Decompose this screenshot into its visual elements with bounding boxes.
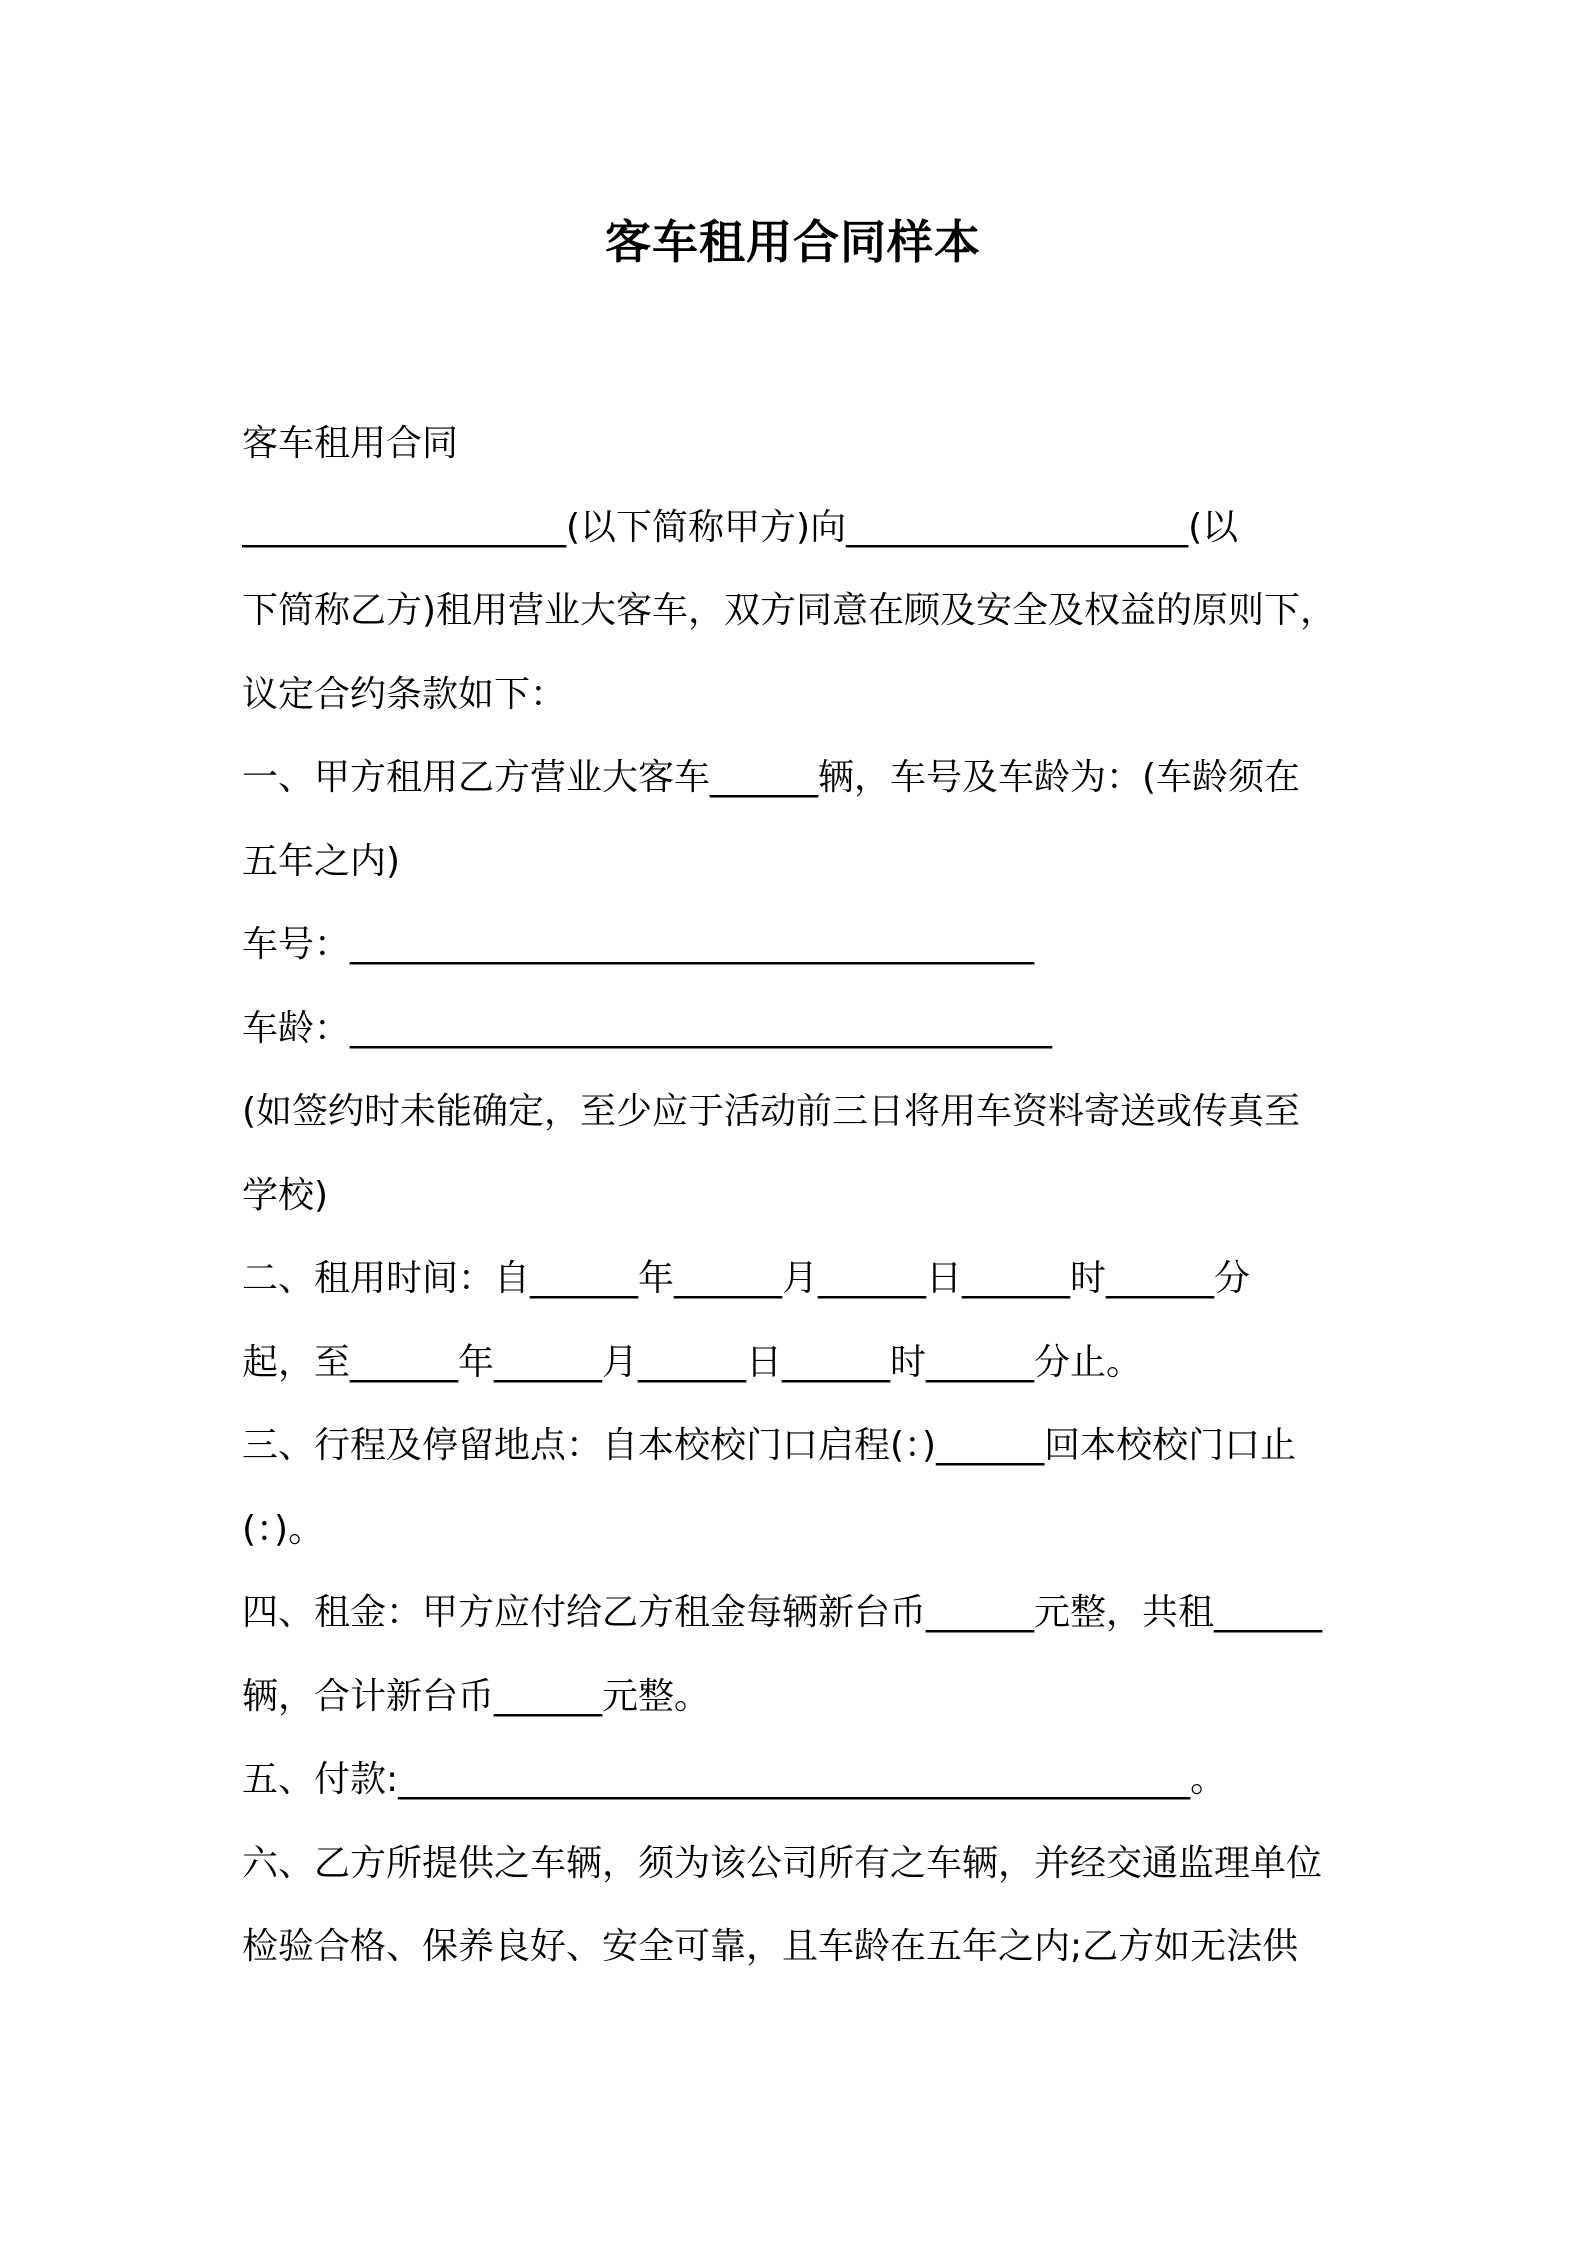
clause-3-line: (：)。: [242, 1508, 325, 1550]
note-line: 学校): [242, 1174, 329, 1216]
clause-6-line: 六、乙方所提供之车辆，须为该公司所有之车辆，并经交通监理单位: [242, 1842, 1323, 1884]
text-line: __________________(以下简称甲方)向___________________(以: [242, 506, 1239, 548]
clause-1-line: 五年之内): [242, 840, 401, 882]
document-body: [242, 402, 1352, 1989]
clause-1-line: 一、甲方租用乙方营业大客车______辆，车号及车龄为：(车龄须在: [242, 757, 1301, 798]
clause-4-line: 四、租金：甲方应付给乙方租金每辆新台币______元整，共租______: [242, 1592, 1323, 1633]
plate-number-field: 车号：______________________________________: [242, 924, 1035, 965]
clause-2-line: 起，至______年______月______日______时______分止。: [242, 1341, 1143, 1383]
document-title: 客车租用合同样本: [605, 215, 981, 269]
clause-6-line: 检验合格、保养良好、安全可靠，且车龄在五年之内;乙方如无法供: [242, 1926, 1299, 1967]
clause-5-line: 五、付款:____________________________________________。: [242, 1759, 1227, 1800]
text-line: 下简称乙方)租用营业大客车，双方同意在顾及安全及权益的原则下，: [242, 590, 1337, 631]
clause-2-line: 二、租用时间：自______年______月______日______时______分: [242, 1258, 1251, 1299]
vehicle-age-field: 车龄：_______________________________________: [242, 1007, 1053, 1049]
contract-heading: 客车租用合同: [242, 423, 459, 464]
note-line: (如签约时未能确定，至少应于活动前三日将用车资料寄送或传真至: [242, 1091, 1301, 1132]
clause-4-line: 辆，合计新台币______元整。: [242, 1675, 711, 1717]
text-line: 议定合约条款如下：: [242, 673, 567, 715]
clause-3-line: 三、行程及停留地点：自本校校门口启程(：)______回本校校门口止: [242, 1425, 1297, 1466]
